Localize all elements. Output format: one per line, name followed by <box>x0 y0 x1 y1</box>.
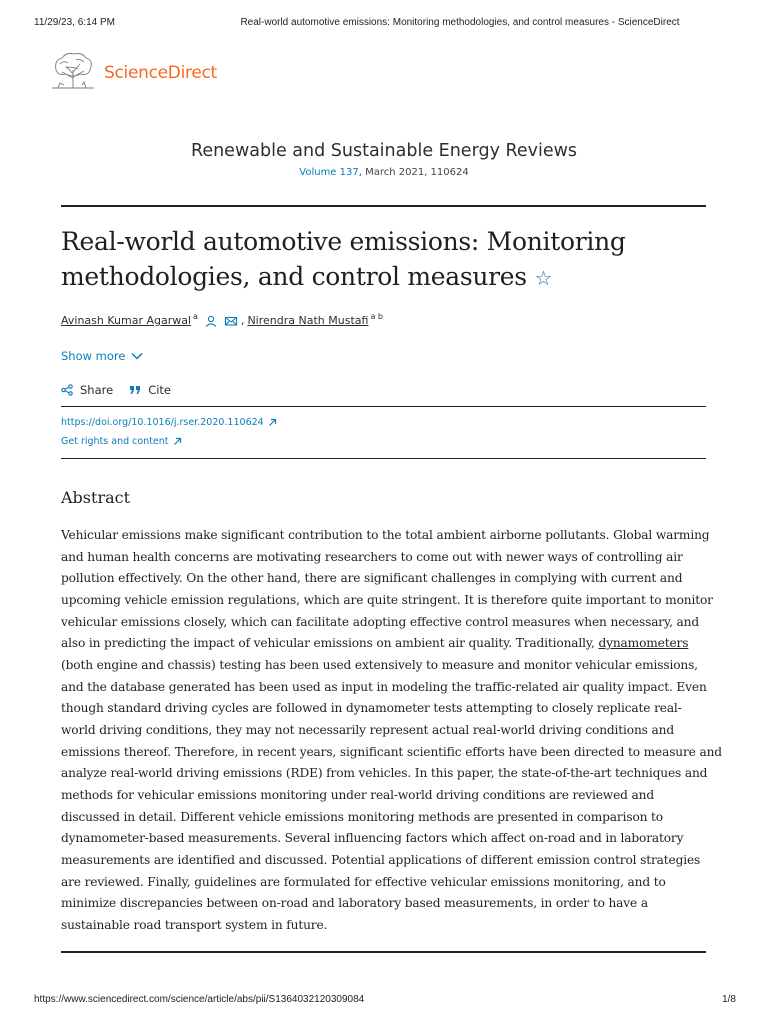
abstract-heading: Abstract <box>61 488 131 507</box>
mail-icon[interactable] <box>224 315 238 327</box>
print-url: https://www.sciencedirect.com/science/article/abs/pii/S1364032120309084 <box>34 994 365 1005</box>
cite-button[interactable] <box>129 383 171 397</box>
external-link-icon <box>173 437 182 446</box>
abstract-line: Vehicular emissions make significant contribution to the total ambient airborne pollutants. Global warming <box>61 528 710 542</box>
abstract-line-text: also in predicting the impact of vehicular emissions on ambient air quality. Traditionally, <box>61 636 599 651</box>
doi-text: https://doi.org/10.1016/j.rser.2020.110624 <box>61 417 264 428</box>
abstract-line: minimize discrepancies between on-road and laboratory based measurements, in order to have a <box>61 896 648 911</box>
title-top-rule <box>61 205 706 207</box>
cite-label: Cite <box>148 383 171 397</box>
actions-divider <box>61 406 706 407</box>
share-label: Share <box>80 383 114 397</box>
author-list <box>61 314 383 327</box>
article-title-line1: Real-world automotive emissions: Monitoring <box>61 227 626 256</box>
rights-text: Get rights and content <box>61 436 169 447</box>
volume-details: , March 2021, 110624 <box>358 167 469 178</box>
author-name[interactable]: Avinash Kumar Agarwal <box>61 314 192 327</box>
abstract-line: emissions thereof. Therefore, in recent years, significant scientific efforts have been directed to measure and <box>61 744 722 759</box>
abstract-line: sustainable road transport system in future. <box>61 917 328 932</box>
abstract-bottom-rule <box>61 951 706 953</box>
person-icon[interactable] <box>204 315 218 327</box>
author-separator: , <box>240 314 245 327</box>
show-more-label: Show more <box>61 349 126 363</box>
share-icon <box>61 384 73 396</box>
abstract-line: pollution effectively. On the other hand, there are significant challenges in complying with current and <box>61 571 683 586</box>
abstract-line: analyze real-world driving emissions (RDE) from vehicles. In this paper, the state-of-the-art techniques and <box>61 766 708 781</box>
abstract-line: discussed in detail. Different vehicle emissions monitoring methods are presented in comparison to <box>61 809 663 824</box>
abstract-line: are reviewed. Finally, guidelines are formulated for effective vehicular emissions monitoring, and to <box>61 874 666 889</box>
author-name[interactable]: Nirendra Nath Mustafi <box>247 314 369 327</box>
abstract-line: world driving conditions, they may not necessarily represent actual real-world driving conditions and <box>61 722 674 737</box>
sciencedirect-logo[interactable] <box>48 50 248 90</box>
print-footer <box>0 994 768 1008</box>
sciencedirect-brand: ScienceDirect <box>104 63 217 83</box>
links-divider <box>61 458 706 459</box>
show-more-button[interactable] <box>61 349 143 363</box>
article-actions <box>61 383 187 397</box>
author-affiliation[interactable]: a b <box>370 312 383 321</box>
abstract-line: measurements are identified and discussed. Potential applications of different emission control strategies <box>61 852 701 867</box>
abstract-line: and the database generated has been used as input in modeling the traffic-related air quality impact. Even <box>61 679 707 694</box>
star-icon[interactable]: ☆ <box>534 266 553 290</box>
abstract-line: upcoming vehicle emission regulations, which are quite stringent. It is therefore quite important to monitor <box>61 592 713 607</box>
elsevier-tree-icon <box>48 50 98 90</box>
volume-link[interactable]: Volume 137 <box>299 167 359 178</box>
dynamometers-link[interactable]: dynamometers <box>598 636 689 651</box>
abstract-line: (both engine and chassis) testing has been used extensively to measure and monitor vehicular emissions, <box>61 657 698 672</box>
abstract-line: though standard driving cycles are followed in dynamometer tests attempting to closely replicate real- <box>61 701 682 716</box>
abstract-line: dynamometer-based measurements. Several influencing factors which affect on-road and in laboratory <box>61 831 684 846</box>
abstract-line: methods for vehicular emissions monitoring under real-world driving conditions are reviewed and <box>61 787 654 802</box>
print-timestamp: 11/29/23, 6:14 PM <box>34 17 115 28</box>
share-button[interactable] <box>61 383 113 397</box>
quote-icon <box>129 385 141 395</box>
print-page-title: Real-world automotive emissions: Monitoring methodologies, and control measures - ScienceDirect <box>240 17 680 28</box>
abstract-line: vehicular emissions closely, which can facilitate adopting effective control measures when necessary, and <box>61 614 700 629</box>
chevron-down-icon <box>131 352 143 360</box>
rights-link[interactable] <box>61 436 182 447</box>
abstract-body <box>61 525 722 936</box>
print-header <box>0 17 768 31</box>
author-affiliation[interactable]: a <box>193 312 198 321</box>
article-title-line2: methodologies, and control measures <box>61 262 527 291</box>
abstract-line-with-link <box>61 633 707 655</box>
doi-link[interactable] <box>61 417 277 428</box>
article-title <box>61 224 701 296</box>
abstract-line: and human health concerns are motivating researchers to come out with newer ways of controlling air <box>61 549 683 564</box>
external-link-icon <box>268 418 277 427</box>
journal-name[interactable]: Renewable and Sustainable Energy Reviews <box>190 141 578 161</box>
page-number: 1/8 <box>722 994 736 1005</box>
volume-line <box>0 167 768 178</box>
